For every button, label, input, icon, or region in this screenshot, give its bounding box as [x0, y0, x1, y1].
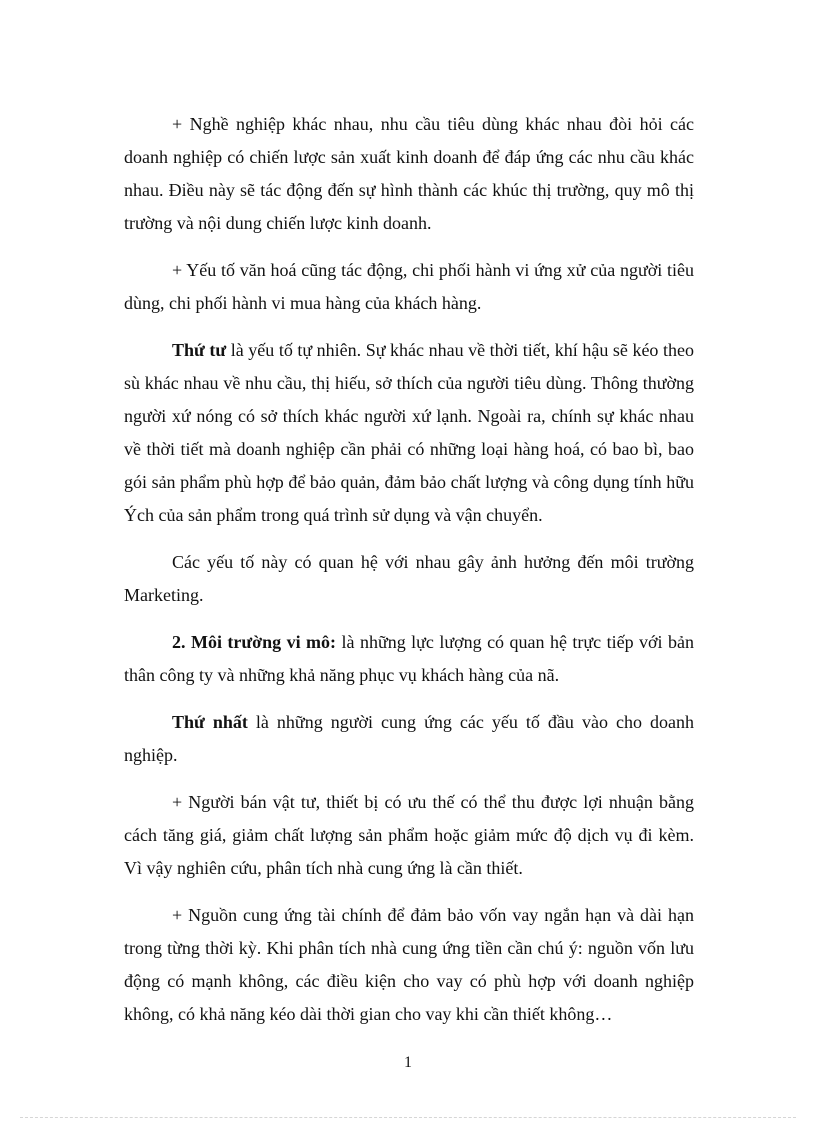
paragraph-text: + Nghề nghiệp khác nhau, nhu cầu tiêu dùng khác nhau đòi hỏi các doanh nghiệp có chiến lược sản xuất kinh doanh để đáp ứng các nhu cầu khác nhau. Điều này sẽ tác động đến sự hình thành các khúc thị trường, quy mô thị trường và nội dung chiến lược kinh doanh.	[124, 114, 694, 233]
paragraph-micro-environment	[124, 626, 694, 692]
paragraph-text: + Người bán vật tư, thiết bị có ưu thế có thể thu được lợi nhuận bằng cách tăng giá, giảm chất lượng sản phẩm hoặc giảm mức độ dịch vụ đi kèm. Vì vậy nghiên cứu, phân tích nhà cung ứng là cần thiết.	[124, 792, 694, 878]
paragraph-relations	[124, 546, 694, 612]
paragraph-text: là những người cung ứng các yếu tố đầu vào cho doanh nghiệp.	[124, 712, 694, 765]
paragraph-text: + Yếu tố văn hoá cũng tác động, chi phối hành vi ứng xử của người tiêu dùng, chi phối hành vi mua hàng của khách hàng.	[124, 260, 694, 313]
paragraph-occupation	[124, 108, 694, 240]
paragraph-nature	[124, 334, 694, 532]
paragraph-text: là những lực lượng có quan hệ trực tiếp với bản thân công ty và những khả năng phục vụ khách hàng của nã.	[124, 632, 694, 685]
page-body	[124, 108, 694, 1045]
paragraph-suppliers	[124, 706, 694, 772]
paragraph-financial-sources	[124, 899, 694, 1031]
paragraph-text: Các yếu tố này có quan hệ với nhau gây ảnh hưởng đến môi trường Marketing.	[124, 552, 694, 605]
paragraph-text: là yếu tố tự nhiên. Sự khác nhau về thời tiết, khí hậu sẽ kéo theo sù khác nhau về nhu cầu, thị hiếu, sở thích của người tiêu dùng. Thông thường người xứ nóng có sở thích khác người xứ lạnh. Ngoài ra, chính sự khác nhau về thời tiết mà doanh nghiệp cần phải có những loại hàng hoá, có bao bì, bao gói sản phẩm phù hợp để bảo quản, đảm bảo chất lượng và công dụng tính hữu Ých của sản phẩm trong quá trình sử dụng và vận chuyển.	[124, 340, 694, 525]
page-number: 1	[404, 1054, 412, 1071]
page-edge-divider	[20, 1117, 796, 1118]
section-heading: 2. Môi trường vi mô:	[172, 632, 337, 652]
paragraph-material-sellers	[124, 786, 694, 885]
paragraph-lead: Thứ tư	[172, 340, 227, 360]
paragraph-lead: Thứ nhất	[172, 712, 248, 732]
paragraph-text: + Nguồn cung ứng tài chính để đảm bảo vốn vay ngắn hạn và dài hạn trong từng thời kỳ. Khi phân tích nhà cung ứng tiền cần chú ý: nguồn vốn lưu động có mạnh không, các điều kiện cho vay có phù hợp với doanh nghiệp không, có khả năng kéo dài thời gian cho vay khi cần thiết không…	[124, 905, 694, 1024]
paragraph-culture	[124, 254, 694, 320]
